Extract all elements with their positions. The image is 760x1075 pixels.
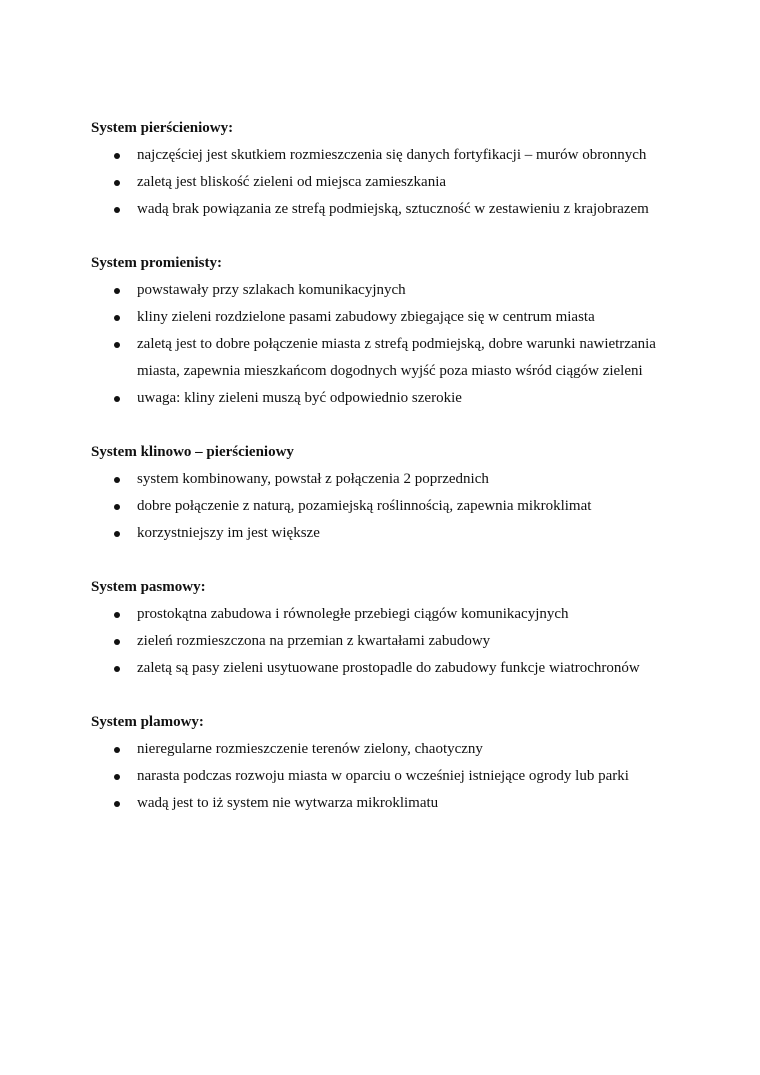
bullet-icon [114,747,120,753]
list-item-text: zaletą są pasy zieleni usytuowane prostopadle do zabudowy funkcje wiatrochronów [137,660,640,676]
section-heading: System pasmowy: [91,579,206,595]
bullet-icon [114,315,120,321]
list-item [91,331,691,385]
bullet-icon [114,774,120,780]
list-item-text: zieleń rozmieszczona na przemian z kwartałami zabudowy [137,633,491,649]
list-item-text: zaletą jest bliskość zieleni od miejsca zamieszkania [137,174,447,190]
list-item [91,628,691,655]
bullet-icon [114,504,120,510]
list-item-text: narasta podczas rozwoju miasta w oparciu o wcześniej istniejące ogrody lub parki [137,768,629,784]
list-item [91,601,691,628]
bullet-list [91,466,691,547]
bullet-icon [114,639,120,645]
list-item-text: najczęściej jest skutkiem rozmieszczenia się danych fortyfikacji – murów obronnych [137,147,647,163]
bullet-list [91,736,691,817]
list-item [91,169,691,196]
list-item-text: kliny zieleni rozdzielone pasami zabudowy zbiegające się w centrum miasta [137,309,595,325]
list-item [91,142,691,169]
section-plamowy [91,709,691,817]
list-item-text: wadą brak powiązania ze strefą podmiejską, sztuczność w zestawieniu z krajobrazem [137,201,649,217]
list-item [91,385,691,412]
list-item [91,763,691,790]
bullet-icon [114,801,120,807]
section-promienisty [91,250,691,412]
list-item-text: system kombinowany, powstał z połączenia 2 poprzednich [137,471,489,487]
section-heading: System klinowo – pierścieniowy [91,444,294,460]
list-item [91,277,691,304]
list-item-text: zaletą jest to dobre połączenie miasta z strefą podmiejską, dobre warunki nawietrzania miasta, zapewnia mieszkańcom dogodnych wyjść poza miasto wśród ciągów zieleni [137,336,656,379]
list-item-text: uwaga: kliny zieleni muszą być odpowiednio szerokie [137,390,462,406]
bullet-list [91,601,691,682]
bullet-icon [114,342,120,348]
bullet-icon [114,153,120,159]
list-item [91,493,691,520]
document-body [91,115,691,844]
list-item [91,520,691,547]
bullet-icon [114,207,120,213]
bullet-list [91,277,691,412]
list-item [91,196,691,223]
section-klinowo-pierscieniowy [91,439,691,547]
bullet-icon [114,477,120,483]
list-item-text: prostokątna zabudowa i równoległe przebiegi ciągów komunikacyjnych [137,606,569,622]
list-item-text: wadą jest to iż system nie wytwarza mikroklimatu [137,795,439,811]
list-item-text: nieregularne rozmieszczenie terenów zielony, chaotyczny [137,741,483,757]
section-heading: System plamowy: [91,714,204,730]
bullet-icon [114,531,120,537]
bullet-list [91,142,691,223]
list-item [91,655,691,682]
bullet-icon [114,180,120,186]
section-pierscieniowy [91,115,691,223]
section-heading: System promienisty: [91,255,222,271]
list-item-text: dobre połączenie z naturą, pozamiejską roślinnością, zapewnia mikroklimat [137,498,592,514]
bullet-icon [114,396,120,402]
section-heading: System pierścieniowy: [91,120,234,136]
list-item [91,304,691,331]
list-item [91,466,691,493]
list-item-text: korzystniejszy im jest większe [137,525,320,541]
list-item [91,790,691,817]
section-pasmowy [91,574,691,682]
list-item [91,736,691,763]
bullet-icon [114,288,120,294]
list-item-text: powstawały przy szlakach komunikacyjnych [137,282,406,298]
bullet-icon [114,666,120,672]
bullet-icon [114,612,120,618]
